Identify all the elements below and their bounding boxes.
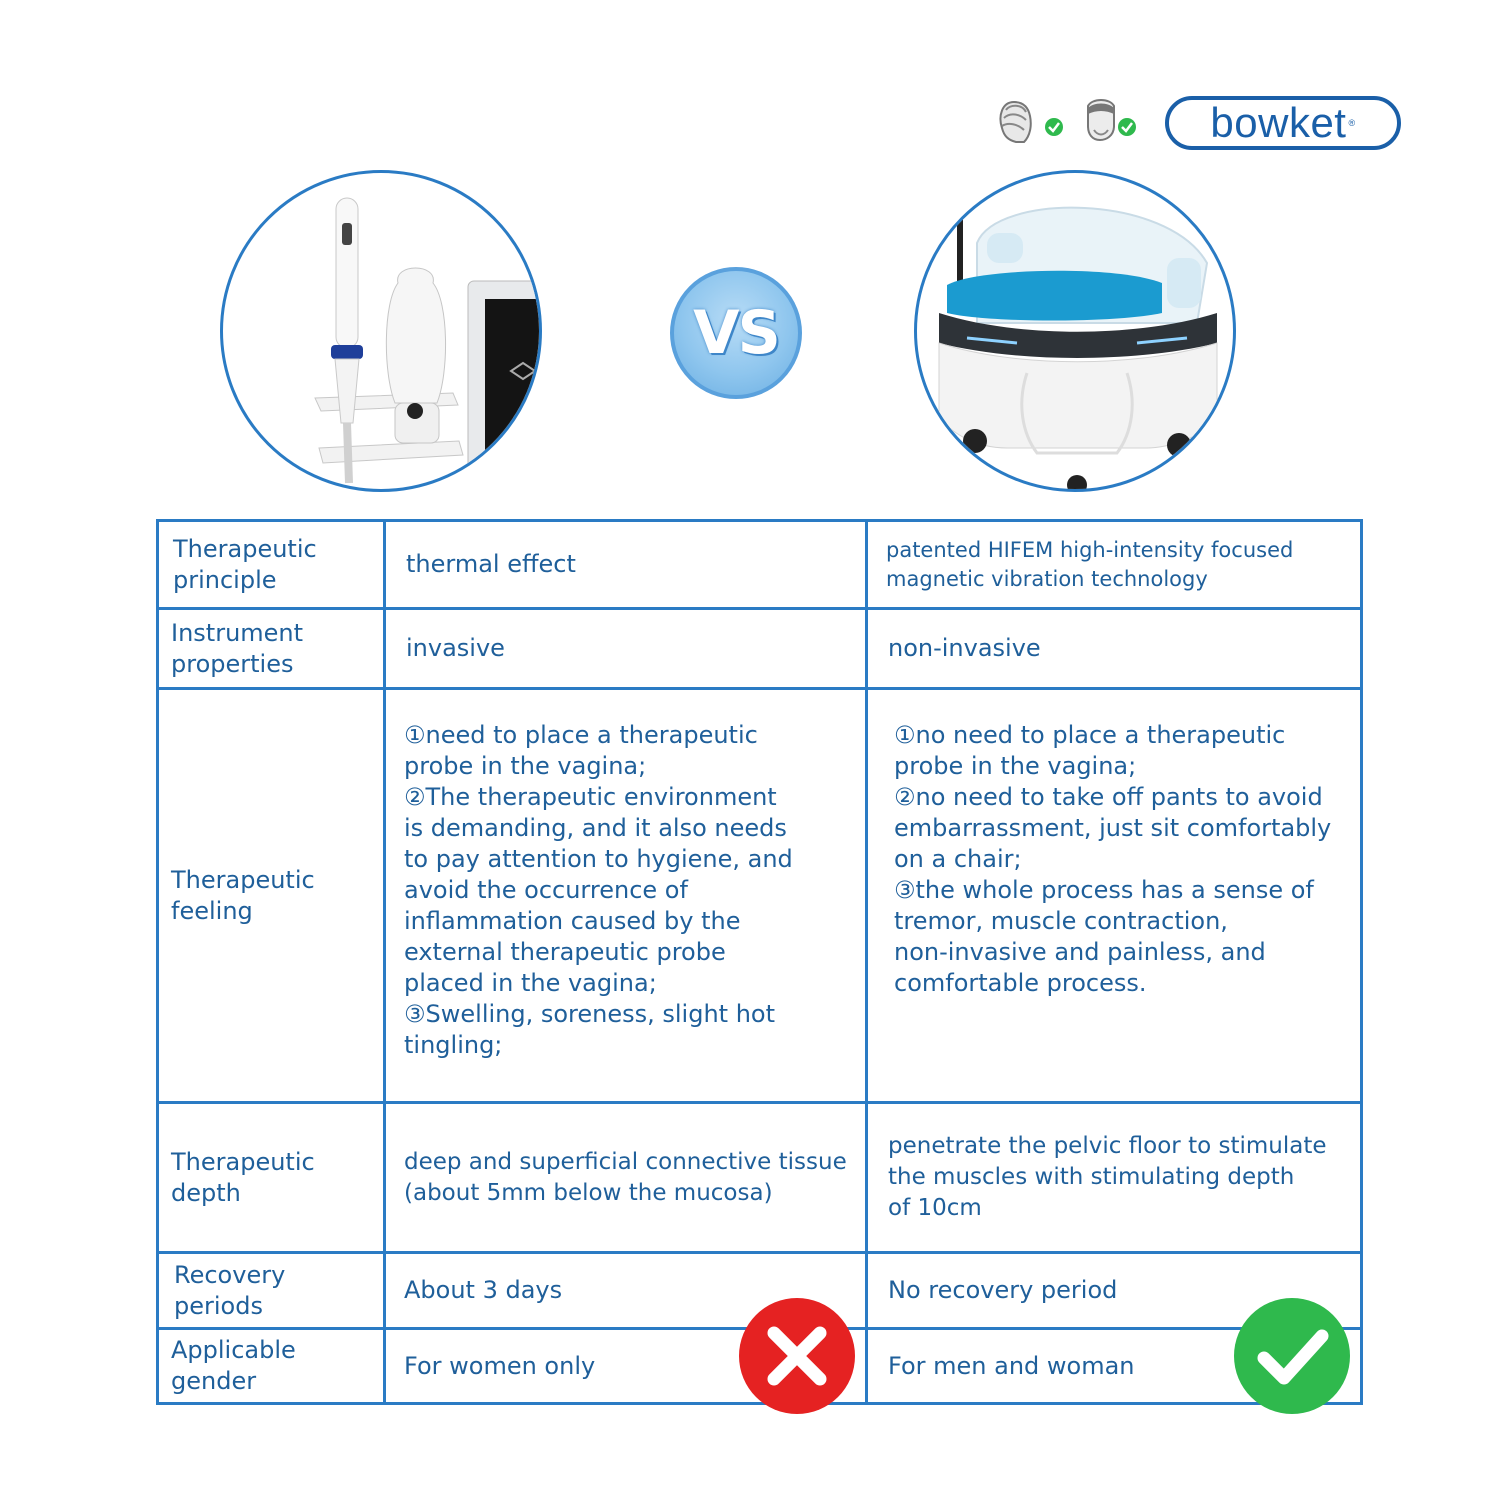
chair-device-image	[914, 170, 1236, 492]
brand-logo	[1165, 96, 1401, 150]
right-cell: penetrate the pelvic floor to stimulate the muscles with stimulating depth of 10cm	[867, 1103, 1362, 1253]
brand-logo-text: bowket	[1210, 99, 1347, 146]
right-cell: No recovery period	[867, 1253, 1362, 1329]
right-cell: patented HIFEM high-intensity focused magnetic vibration technology	[867, 521, 1362, 609]
probe-device-image	[220, 170, 542, 492]
row-label: Recovery periods	[158, 1253, 385, 1329]
left-cell: ①need to place a therapeutic probe in the vagina; ②The therapeutic environment is demanding, and it also needs to pay attention to hygiene, and avoid the occurrence of inflammation caused by the external therapeutic probe placed in the vagina; ③Swelling, soreness, slight hot tingling;	[385, 689, 867, 1103]
table-row	[158, 689, 1362, 1103]
row-label: Therapeutic depth	[158, 1103, 385, 1253]
cross-icon	[739, 1298, 855, 1414]
right-cell: ①no need to place a therapeutic probe in the vagina; ②no need to take off pants to avoid embarrassment, just sit comfortably on a chair; ③the whole process has a sense of tremor, muscle contraction, non-invasive and painless, and comfortable process.	[867, 689, 1362, 1103]
row-label: Therapeutic feeling	[158, 689, 385, 1103]
check-icon	[1234, 1298, 1350, 1414]
left-cell: About 3 days	[385, 1253, 867, 1329]
vs-label: VS	[693, 298, 779, 368]
left-cell: For women only	[385, 1329, 867, 1404]
vs-badge	[670, 267, 802, 399]
right-cell: non-invasive	[867, 609, 1362, 689]
left-cell: thermal effect	[385, 521, 867, 609]
left-cell: deep and superficial connective tissue (about 5mm below the mucosa)	[385, 1103, 867, 1253]
row-label: Therapeutic principle	[158, 521, 385, 609]
table-row	[158, 1103, 1362, 1253]
left-cell: invasive	[385, 609, 867, 689]
comparison-table	[156, 519, 1363, 1405]
table-row	[158, 609, 1362, 689]
registered-mark: ®	[1348, 118, 1356, 128]
male-face-check-icon	[1080, 96, 1130, 146]
right-cell: For men and woman	[867, 1329, 1362, 1404]
female-face-check-icon	[996, 96, 1046, 146]
row-label: Applicable gender	[158, 1329, 385, 1404]
row-label: Instrument properties	[158, 609, 385, 689]
table-row	[158, 521, 1362, 609]
